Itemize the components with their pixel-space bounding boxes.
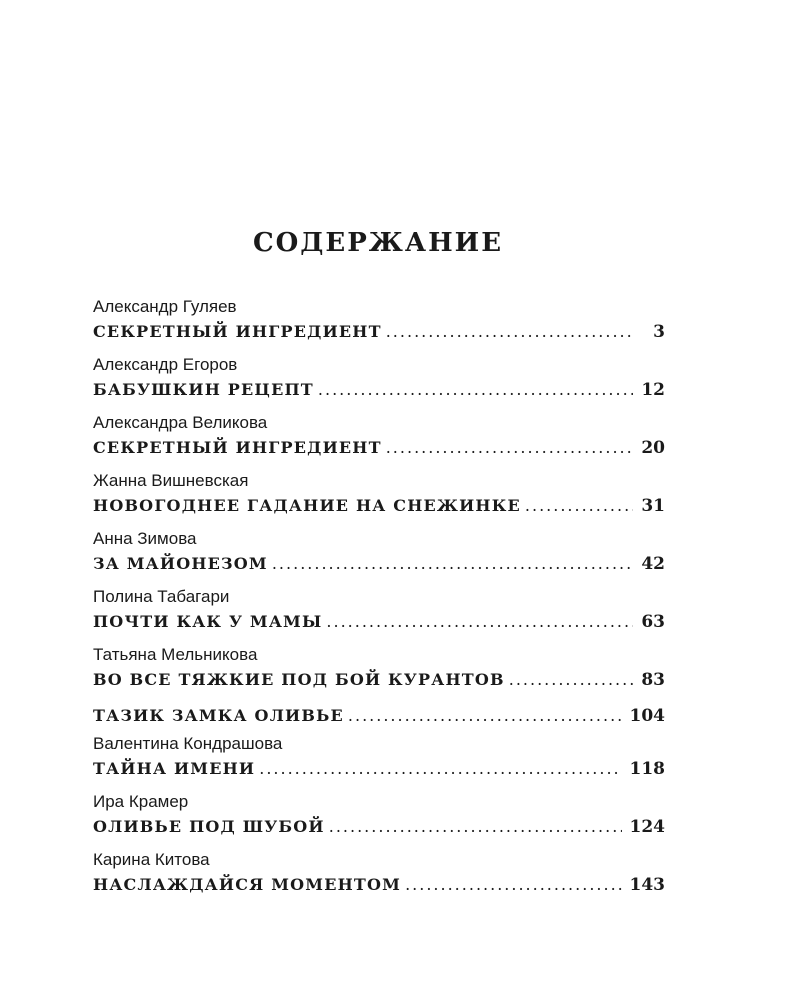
entry-author: Полина Табагари [93,587,230,606]
entry-page-number: 3 [653,322,665,342]
entry-page-number: 12 [641,380,665,400]
entry-story-title: СЕКРЕТНЫЙ ИНГРЕДИЕНТ [93,438,382,457]
entry-line [93,376,665,404]
entry-story-title: ЗА МАЙОНЕЗОМ [93,554,268,573]
entry-author: Александр Гуляев [93,297,237,316]
entry-line [93,871,665,899]
entry-page-number: 83 [641,670,665,690]
entry-page-number: 118 [629,759,665,779]
entry-page-number: 143 [629,875,665,895]
entry-author: Татьяна Мельникова [93,645,258,664]
entry-line [93,318,665,346]
entry-story-title: ТАЗИК ЗАМКА ОЛИВЬЕ [93,706,344,725]
entry-line [93,492,665,520]
toc-entry [93,849,665,907]
dot-leader [405,871,621,899]
entry-story-title: ВО ВСЕ ТЯЖКИЕ ПОД БОЙ КУРАНТОВ [93,670,505,689]
dot-leader [259,755,621,783]
toc-entry [93,586,665,644]
entry-line [93,702,665,730]
entry-line [93,813,665,841]
entry-story-title: ПОЧТИ КАК У МАМЫ [93,612,323,631]
entry-story-title: СЕКРЕТНЫЙ ИНГРЕДИЕНТ [93,322,382,341]
dot-leader [326,608,633,636]
entry-line [93,434,665,462]
toc-entry [93,470,665,528]
dot-leader [386,318,635,346]
toc-entry [93,733,665,791]
entry-author: Валентина Кондрашова [93,734,283,753]
entry-page-number: 104 [629,706,665,726]
entry-story-title: НАСЛАЖДАЙСЯ МОМЕНТОМ [93,875,402,894]
entry-story-title: ТАЙНА ИМЕНИ [93,759,256,778]
toc-entry [93,296,665,354]
entry-page-number: 42 [641,554,665,574]
entry-author: Александра Великова [93,413,268,432]
entry-author: Анна Зимова [93,529,197,548]
dot-leader [329,813,622,841]
toc-title: СОДЕРЖАНИЕ [252,228,504,258]
dot-leader [318,376,633,404]
entry-page-number: 20 [641,438,665,458]
toc-entry [93,528,665,586]
entry-story-title: НОВОГОДНЕЕ ГАДАНИЕ НА СНЕЖИНКЕ [93,496,521,515]
toc-entry [93,791,665,849]
entry-page-number: 31 [641,496,665,516]
entry-author: Ира Крамер [93,792,189,811]
entry-author: Жанна Вишневская [93,471,249,490]
entry-line [93,755,665,783]
dot-leader [525,492,633,520]
entry-story-title: ОЛИВЬЕ ПОД ШУБОЙ [93,817,325,836]
table-of-contents [93,296,665,907]
entry-line [93,550,665,578]
entry-page-number: 63 [641,612,665,632]
toc-entry [93,354,665,412]
dot-leader [272,550,633,578]
toc-entry [93,675,665,733]
entry-line [93,608,665,636]
entry-author: Александр Егоров [93,355,238,374]
dot-leader [386,434,634,462]
toc-entry [93,412,665,470]
entry-page-number: 124 [629,817,665,837]
entry-story-title: БАБУШКИН РЕЦЕПТ [93,380,314,399]
dot-leader [348,702,622,730]
entry-author: Карина Китова [93,850,210,869]
